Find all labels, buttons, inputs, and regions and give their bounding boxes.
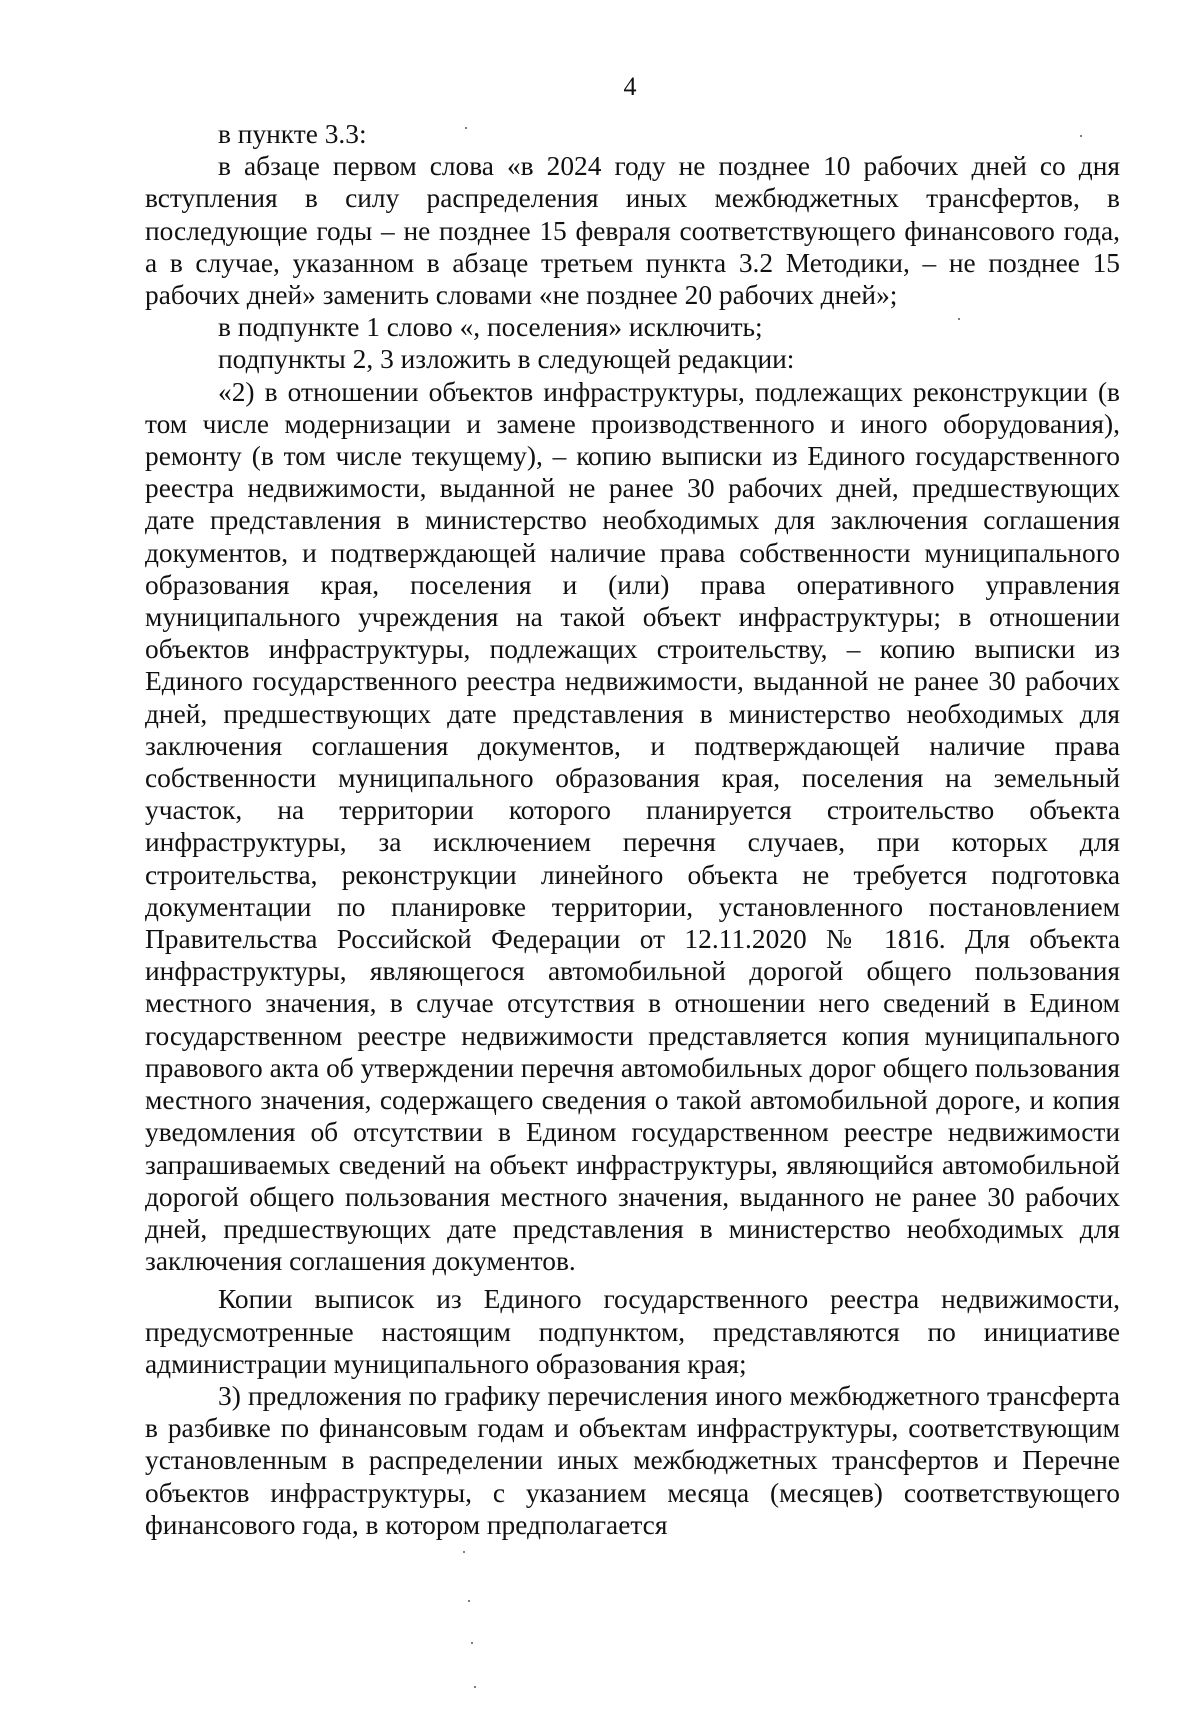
paragraph-subclause-1-amendment: в подпункте 1 слово «, поселения» исключить; [218,312,763,343]
page-number: 4 [623,72,637,101]
scan-speck [471,1642,473,1644]
paragraph-subclause-2-text: «2) в отношении объектов инфраструктуры, подлежащих реконструкции (в том числе модернизации и замене производственного и иного оборудования), ремонту (в том числе текущему), – копию выписки из Единого государственного реестра недвижимости, выданной не ранее 30 рабочих дней, предшествующих дате представления в министерство необходимых для заключения соглашения документов, и подтверждающей наличие права собственности муниципального образования края, поселения и (или) права оперативного управления муниципального учреждения на такой объект инфраструктуры; в отношении объектов инфраструктуры, подлежащих строительству, – копию выписки из Единого государственного реестра недвижимости, выданной не ранее 30 рабочих дней, предшествующих дате представления в министерство необходимых для заключения соглашения документов, и подтверждающей наличие права собственности муниципального образования края, поселения на земельный участок, на территории которого планируется строительство объекта инфраструктуры, за исключением перечня случаев, при которых для строительства, реконструкции линейного объекта не требуется подготовка документации по планировке территории, установленного постановлением Правительства Российской Федерации от 12.11.2020 № 1816. Для объекта инфраструктуры, являющегося автомобильной дорогой общего пользования местного значения, в случае отсутствия в отношении него сведений в Едином государственном реестре недвижимости представляется копия муниципального правового акта об утверждении перечня автомобильных дорог общего пользования местного значения, содержащего сведения о такой автомобильной дороге, и копия уведомления об отсутствии в Едином государственном реестре недвижимости запрашиваемых сведений на объект инфраструктуры, являющийся автомобильной дорогой общего пользования местного значения, выданного не ранее 30 рабочих дней, предшествующих дате представления в министерство необходимых для заключения соглашения документов. [145,376,1120,1277]
paragraph-copies-of-extracts: Копии выписок из Единого государственного реестра недвижимости, предусмотренные настоящим подпунктом, представляются по инициативе администрации муниципального образования края; [145,1284,1120,1379]
scan-speck [958,318,960,320]
scan-speck [465,127,467,129]
scan-speck [474,1686,476,1688]
paragraph-first-abzac-amendment: в абзаце первом слова «в 2024 году не позднее 10 рабочих дней со дня вступления в силу распределения иных межбюджетных трансфертов, в последующие годы – не позднее 15 февраля соответствующего финансового года, а в случае, указанном в абзаце третьем пункта 3.2 Методики, – не позднее 15 рабочих дней» заменить словами «не позднее 20 рабочих дней»; [145,151,1120,311]
document-body [145,118,1120,1541]
paragraph-subclauses-2-3-intro: подпункты 2, 3 изложить в следующей редакции: [218,344,795,375]
paragraph-subclause-3-text: 3) предложения по графику перечисления иного межбюджетного трансферта в разбивке по финансовым годам и объектам инфраструктуры, соответствующим установленным в распределении иных межбюджетных трансфертов и Перечне объектов инфраструктуры, с указанием месяца (месяцев) соответствующего финансового года, в котором предполагается [145,1380,1120,1540]
scan-speck [1080,135,1082,137]
scan-speck [463,1551,465,1553]
scan-speck [468,1600,470,1602]
paragraph-clause-3-3: в пункте 3.3: [218,119,367,149]
